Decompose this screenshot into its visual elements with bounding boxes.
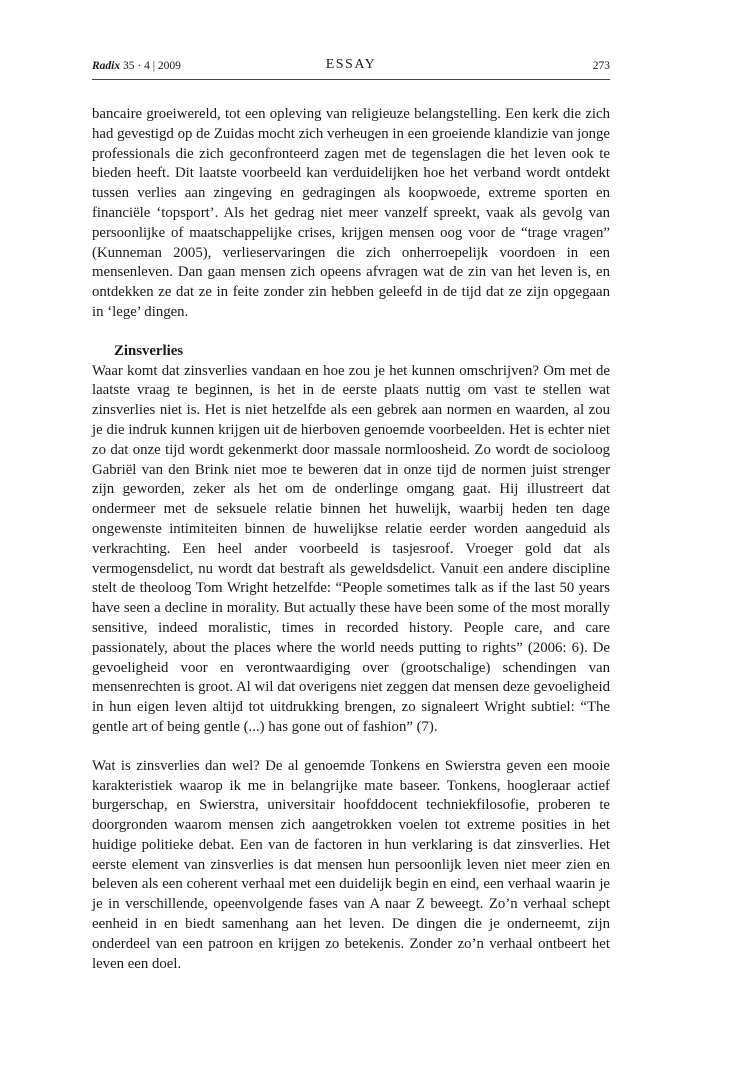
paragraph-1: bancaire groeiwereld, tot een opleving van religieuze belangstelling. Een kerk die zich had gevestigd op de Zuidas mocht zich verheugen in een groeiende klandizie van jonge professionals die zich geconfronteerd zagen met de tegenslagen die het leven ook te bieden heeft. Dit laatste voorbeeld kan verduidelijken hoe het verband wordt ontdekt tussen verlies aan zingeving en gedragingen als koopwoede, extreme sporten en financiële ‘topsport’. Als het gedrag niet meer vanzelf spreekt, vaak als gevolg van persoonlijke of maatschappelijke crises, krijgen mensen oog voor de “trage vragen” (Kunneman 2005), verlieservaringen die zich onherroepelijk voordoen in een mensenleven. Dan gaan mensen zich opeens afvragen wat de zin van het leven is, en ontdekken ze dat ze in feite zonder zin hebben geleefd in de tijd dat ze zijn opgegaan in ‘lege’ dingen. <box>92 106 610 320</box>
running-header <box>92 56 610 78</box>
section-label: ESSAY <box>325 57 377 72</box>
journal-name: Radix <box>92 60 121 72</box>
issue-info: 35 · 4 | 2009 <box>123 60 181 72</box>
paragraph-2: Waar komt dat zinsverlies vandaan en hoe zou je het kunnen omschrijven? Om met de laatste vraag te beginnen, is het in de eerste plaats nuttig om vast te stellen wat zinsverlies niet is. Het is niet hetzelfde als een gebrek aan normen en waarden, al zou je die indruk kunnen krijgen uit de hierboven genoemde voorbeelden. Het is echter niet zo dat onze tijd wordt gekenmerkt door massale normloosheid. Zo wordt de socioloog Gabriël van den Brink niet moe te beweren dat in onze tijd de normen juist strenger zijn geworden, zeker als het om de onderlinge omgang gaat. Hij illustreert dat ondermeer met de seksuele relatie binnen het huwelijk, waarbij heden ten dage ongewenste intimiteiten binnen de huwelijkse relatie eerder worden aangeduid als verkrachting. Een heel ander voorbeeld is tasjesroof. Vroeger gold dat als vermogensdelict, nu wordt dat bestraft als geweldsdelict. Vanuit een andere discipline stelt de theoloog Tom Wright hetzelfde: “People sometimes talk as if the last 50 years have seen a decline in morality. But actually these have been some of the most morally sensitive, indeed moralistic, times in recorded history. People care, and care passionately, about the places where the world needs putting to rights” (2006: 6). De gevoeligheid voor en verontwaardiging over (grootschalige) schendingen van mensenrechten is groot. Al wil dat overigens niet zeggen dat mensen deze gevoeligheid in hun eigen leven altijd tot uitdrukking brengen, zo signaleert Wright subtiel: “The gentle art of being gentle (...) has gone out of fashion” (7). <box>92 362 610 735</box>
section-heading: Zinsverlies <box>114 342 184 359</box>
article-body <box>92 105 610 974</box>
header-rule <box>92 79 610 80</box>
paragraph-3: Wat is zinsverlies dan wel? De al genoemde Tonkens en Swierstra geven een mooie karakteristiek waarop ik me in belangrijke mate baseer. Tonkens, hoogleraar actief burgerschap, en Swierstra, universitair hoofddocent techniekfilosofie, proberen te doorgronden waarom mensen zich aangetrokken voelen tot extreme posities in het huidige politieke debat. Een van de factoren in hun verklaring is dat zinsverlies. Het eerste element van zinsverlies is dat mensen hun persoonlijk leven niet meer zien en beleven als een coherent verhaal met een duidelijk begin en eind, een verhaal waarin je je in verschillende, opeenvolgende fases van A naar Z beweegt. Zo’n verhaal schept eenheid in en biedt samenhang aan het leven. De dingen die je onderneemt, zijn onderdeel van een patroon en krijgen zo betekenis. Zonder zo’n verhaal ontbeert het leven een doel. <box>92 757 610 972</box>
page-number: 273 <box>592 60 610 72</box>
